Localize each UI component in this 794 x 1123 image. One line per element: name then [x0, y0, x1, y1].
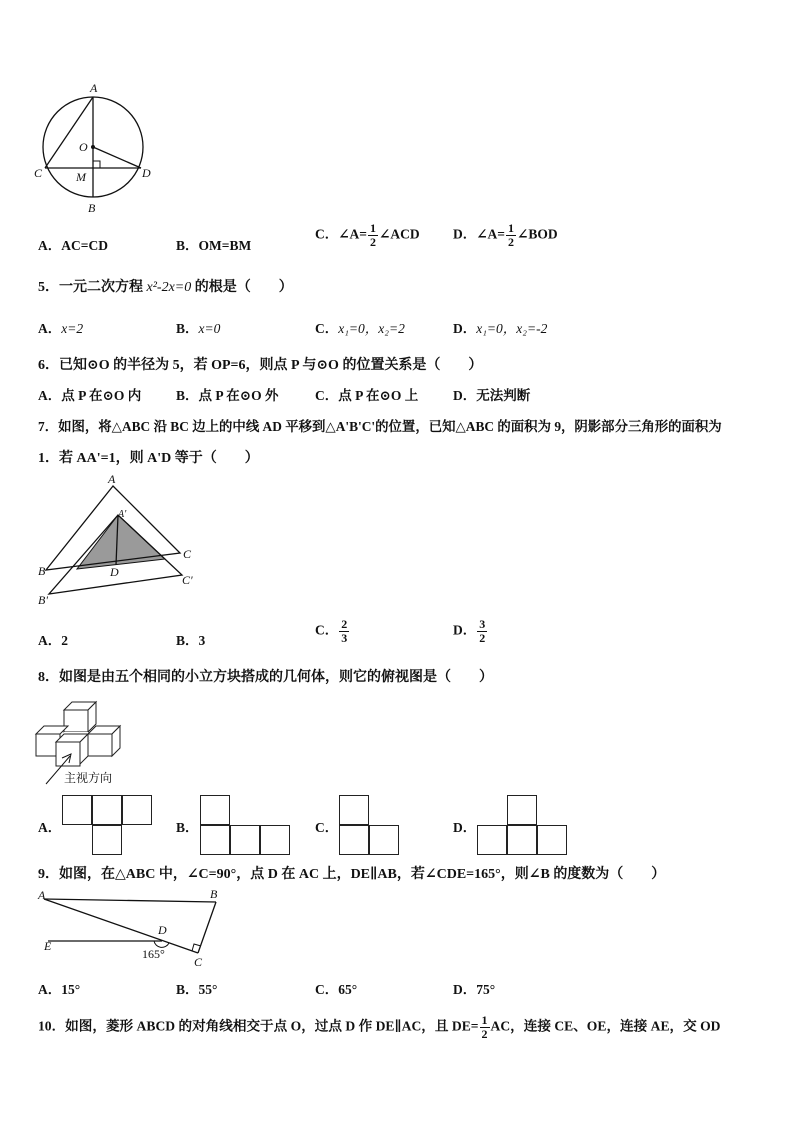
fraction-numerator: 1 [508, 221, 515, 235]
q8-cubes-figure [34, 698, 134, 790]
label-o: O [79, 140, 88, 154]
fraction-numerator: 3 [479, 617, 486, 631]
q10-stem [38, 1014, 721, 1041]
q8-option-b-grid[interactable] [200, 795, 290, 855]
q6-stem: 6．已知⊙O 的半径为 5，若 OP=6，则点 P 与⊙O 的位置关系是（ ） [38, 358, 483, 373]
option-suffix: ∠ACD [379, 226, 420, 242]
fraction-denominator: 3 [341, 631, 348, 645]
option-text: x=0 [198, 321, 221, 336]
label-b: B [38, 564, 46, 578]
q6-option-d[interactable] [453, 384, 530, 404]
fraction [339, 618, 349, 645]
label-b: B [88, 201, 96, 215]
option-key: D． [453, 321, 477, 336]
q6-option-c[interactable] [315, 384, 418, 404]
stem-text: 的根是（ ） [191, 280, 293, 295]
option-key: A． [38, 633, 62, 648]
option-key: A． [38, 820, 62, 835]
q8-option-a-grid[interactable] [62, 795, 152, 855]
option-text: x=2 [61, 321, 84, 336]
option-prefix: ∠A= [338, 226, 368, 242]
option-key: B． [176, 238, 199, 253]
side-ab [44, 899, 216, 902]
option-key: A． [38, 321, 62, 336]
q9-stem: 9．如图，在△ABC 中，∠C=90°，点 D 在 AC 上，DE∥AB，若∠CDE=165°，则∠B 的度数为（ ） [38, 867, 666, 882]
option-key: B． [176, 633, 199, 648]
fraction-numerator: 2 [341, 617, 348, 631]
q5-option-d[interactable] [453, 317, 547, 337]
q7-option-b[interactable] [176, 629, 205, 649]
q5-option-a[interactable] [38, 317, 83, 337]
q5-option-c[interactable] [315, 317, 405, 337]
option-key: D． [453, 982, 477, 997]
q9-option-b[interactable] [176, 978, 217, 998]
side-ac [44, 899, 198, 953]
option-key: C． [315, 982, 339, 997]
label-c: C [194, 955, 203, 969]
q4-option-c[interactable] [315, 222, 420, 249]
label-d: D [158, 923, 167, 937]
q8-option-a[interactable] [38, 816, 61, 836]
q9-option-c[interactable] [315, 978, 357, 998]
label-c: C [34, 166, 43, 180]
label-e: E [44, 939, 52, 953]
fraction-numerator: 1 [370, 221, 377, 235]
fraction-numerator: 1 [481, 1013, 488, 1027]
label-d: D [142, 166, 151, 180]
q9-triangle-figure [34, 886, 224, 970]
q4-option-b[interactable] [176, 234, 251, 254]
option-text: 65° [338, 982, 358, 997]
option-key: C． [315, 622, 339, 638]
option-key: A． [38, 238, 62, 253]
q6-option-a[interactable] [38, 384, 141, 404]
q6-option-b[interactable] [176, 384, 278, 404]
stem-text: AC，连接 CE、OE，连接 AE，交 OD [490, 1018, 721, 1034]
fraction-denominator: 2 [370, 235, 377, 249]
q8-option-c-grid[interactable] [339, 795, 399, 855]
option-key: B． [176, 820, 199, 835]
fraction [480, 1014, 490, 1041]
option-key: A． [38, 388, 62, 403]
label-c: C [183, 547, 192, 561]
q4-option-d[interactable] [453, 222, 558, 249]
view-direction-caption: 主视方向 [64, 771, 113, 785]
option-text: 无法判断 [476, 388, 531, 403]
option-key: C． [315, 820, 339, 835]
option-text: AC=CD [61, 238, 108, 253]
fraction-denominator: 2 [481, 1027, 488, 1041]
option-text: 点 P 在⊙O 外 [198, 388, 279, 403]
q7-triangle-figure [32, 474, 222, 609]
q8-option-c[interactable] [315, 816, 338, 836]
label-a: A [108, 472, 116, 486]
option-text: x₁=0，x₂=-2 [476, 321, 548, 336]
option-suffix: ∠BOD [517, 226, 558, 242]
option-text: 3 [198, 633, 206, 648]
label-d: D [110, 565, 119, 579]
fraction [477, 618, 487, 645]
label-m: M [76, 170, 86, 184]
option-text: 15° [61, 982, 81, 997]
option-text: 2 [61, 633, 68, 648]
option-text: x₁=0，x₂=2 [338, 321, 405, 336]
q5-option-b[interactable] [176, 317, 220, 337]
right-angle-mark [93, 161, 100, 168]
q7-stem-line1: 7．如图，将△ABC 沿 BC 边上的中线 AD 平移到△A'B'C'的位置，已知△ABC 的面积为 9，阴影部分三角形的面积为 [38, 419, 722, 434]
q8-option-d[interactable] [453, 816, 476, 836]
q5-stem [38, 276, 293, 296]
q8-option-b[interactable] [176, 816, 199, 836]
option-key: A． [38, 982, 62, 997]
option-key: C． [315, 321, 339, 336]
fraction-denominator: 2 [508, 235, 515, 249]
q9-option-d[interactable] [453, 978, 495, 998]
q4-circle-figure [30, 82, 160, 217]
option-text: 点 P 在⊙O 内 [61, 388, 142, 403]
q4-option-a[interactable] [38, 234, 108, 254]
option-text: 点 P 在⊙O 上 [338, 388, 419, 403]
center-point [91, 145, 95, 149]
option-text: OM=BM [198, 238, 252, 253]
q7-option-c[interactable] [315, 618, 350, 645]
option-key: B． [176, 982, 199, 997]
option-key: D． [453, 820, 477, 835]
fraction-denominator: 2 [479, 631, 486, 645]
option-key: D． [453, 226, 477, 242]
q8-option-d-grid[interactable] [477, 795, 567, 855]
option-key: C． [315, 388, 339, 403]
option-key: B． [176, 388, 199, 403]
option-key: B． [176, 321, 199, 336]
label-c-prime: C' [182, 573, 193, 587]
option-key: D． [453, 622, 477, 638]
angle-label: 165° [142, 947, 165, 961]
label-a: A [38, 888, 46, 902]
side-bc [198, 902, 216, 953]
stem-text: 5．一元二次方程 [38, 280, 147, 295]
option-key: C． [315, 226, 339, 242]
option-prefix: ∠A= [476, 226, 506, 242]
label-a-prime: A' [118, 509, 127, 520]
option-text: 55° [198, 982, 218, 997]
q7-option-a[interactable] [38, 629, 68, 649]
label-b-prime: B' [38, 593, 48, 607]
label-b: B [210, 887, 218, 901]
q7-stem-line2: 1．若 AA'=1，则 A'D 等于（ ） [38, 451, 259, 466]
q9-option-a[interactable] [38, 978, 80, 998]
option-key: D． [453, 388, 477, 403]
option-text: 75° [476, 982, 496, 997]
fraction [506, 222, 516, 249]
q8-stem: 8．如图是由五个相同的小立方块搭成的几何体，则它的俯视图是（ ） [38, 670, 493, 685]
chord-ac [45, 97, 93, 168]
stem-equation: x²-2x=0 [146, 280, 192, 295]
label-a: A [90, 81, 98, 95]
q7-option-d[interactable] [453, 618, 488, 645]
stem-text: 10．如图，菱形 ABCD 的对角线相交于点 O，过点 D 作 DE∥AC，且 DE= [38, 1018, 479, 1034]
fraction [368, 222, 378, 249]
